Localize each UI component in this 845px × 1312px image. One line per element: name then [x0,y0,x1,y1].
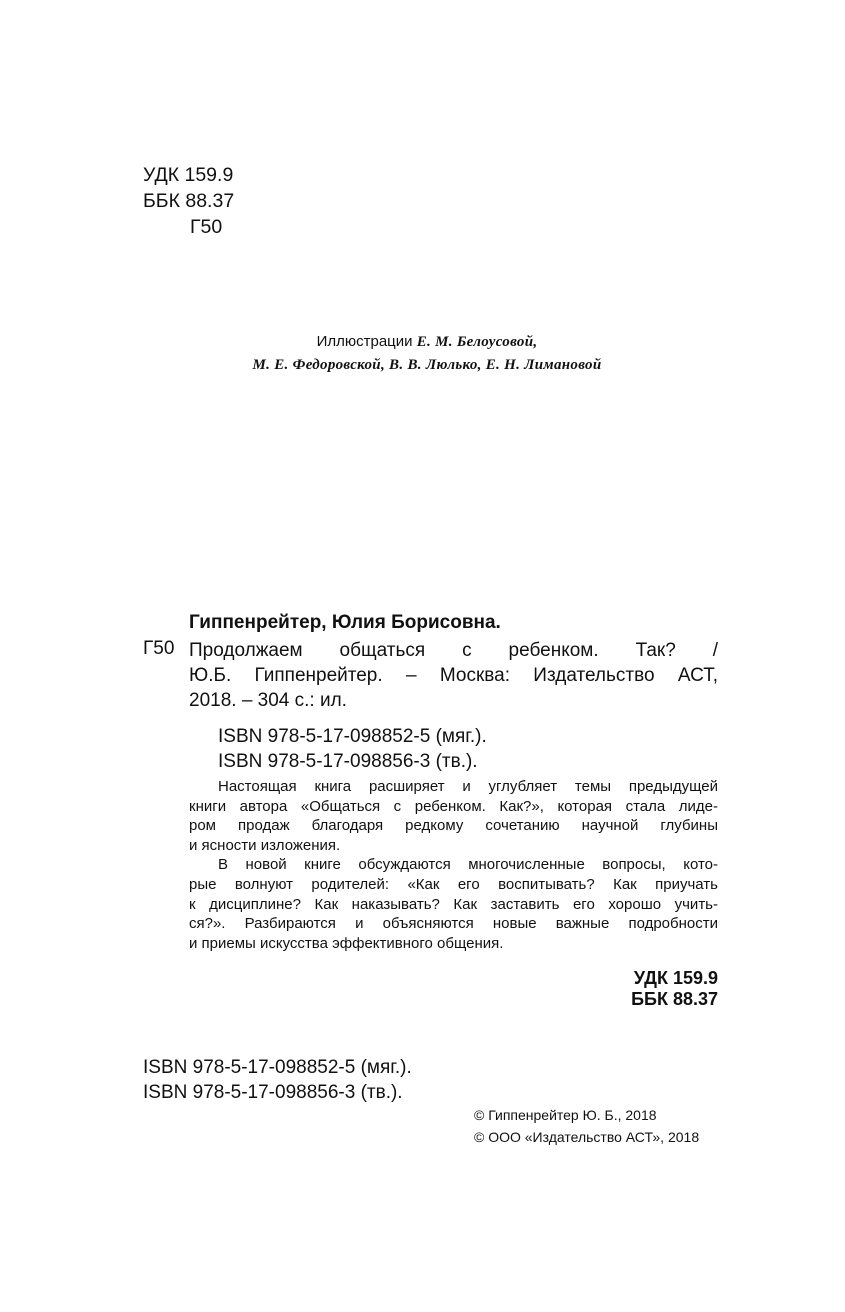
bottom-isbn-list [143,1055,412,1105]
illustrations-credit [0,330,845,377]
card-title-block [189,638,718,713]
udk-code: УДК 159.9 [143,164,234,186]
card-udk-code: УДК 159.9 [633,968,718,988]
illustrations-line-1 [0,330,845,354]
copyright-block [474,1104,699,1148]
card-author-mark: Г50 [143,638,175,659]
card-isbn-list [218,724,487,774]
card-classification-codes [560,968,718,1010]
annotation-line: книги автора «Общаться с ребенком. Как?», которая стала лиде- [189,797,718,815]
annotation-line: ром продаж благодаря редкому сочетанию научной глубины [189,817,718,835]
annotation-line: ся?». Разбираются и объясняются новые важные подробности [189,915,718,933]
bbk-code: ББК 88.37 [143,190,235,212]
bottom-isbn: ISBN 978-5-17-098856-3 (тв.). [143,1082,403,1103]
card-annotation [189,777,718,953]
annotation-line: и приемы искусства эффективного общения. [189,934,504,952]
illustrator-names-2: М. Е. Федоровской, В. В. Люлько, Е. Н. Лимановой [252,357,602,373]
copyright-line: © ООО «Издательство АСТ», 2018 [474,1129,700,1145]
annotation-line: к дисциплине? Как наказывать? Как заставить его хорошо учить- [189,895,718,913]
top-classification-codes [143,162,234,240]
card-bbk-code: ББК 88.37 [631,989,718,1009]
card-author: Гиппенрейтер, Юлия Борисовна. [189,612,501,633]
title-line: 2018. – 304 с.: ил. [189,690,347,711]
author-mark: Г50 [190,216,223,238]
card-isbn: ISBN 978-5-17-098852-5 (мяг.). [218,726,487,747]
title-line: Ю.Б. Гиппенрейтер. – Москва: Издательство АСТ, [189,665,718,686]
title-line: Продолжаем общаться с ребенком. Так? / [189,640,718,661]
card-isbn: ISBN 978-5-17-098856-3 (тв.). [218,751,478,772]
annotation-line: и ясности изложения. [189,836,341,854]
annotation-line: Настоящая книга расширяет и углубляет темы предыдущей [218,778,718,795]
annotation-line: В новой книге обсуждаются многочисленные вопросы, кото- [218,856,718,874]
illustrations-prefix: Иллюстрации [316,333,417,350]
bottom-isbn: ISBN 978-5-17-098852-5 (мяг.). [143,1057,412,1078]
illustrator-names-1: Е. М. Белоусовой, [416,334,538,350]
copyright-line: © Гиппенрейтер Ю. Б., 2018 [474,1107,657,1123]
annotation-line: рые волнуют родителей: «Как его воспитывать? Как приучать [189,875,718,893]
